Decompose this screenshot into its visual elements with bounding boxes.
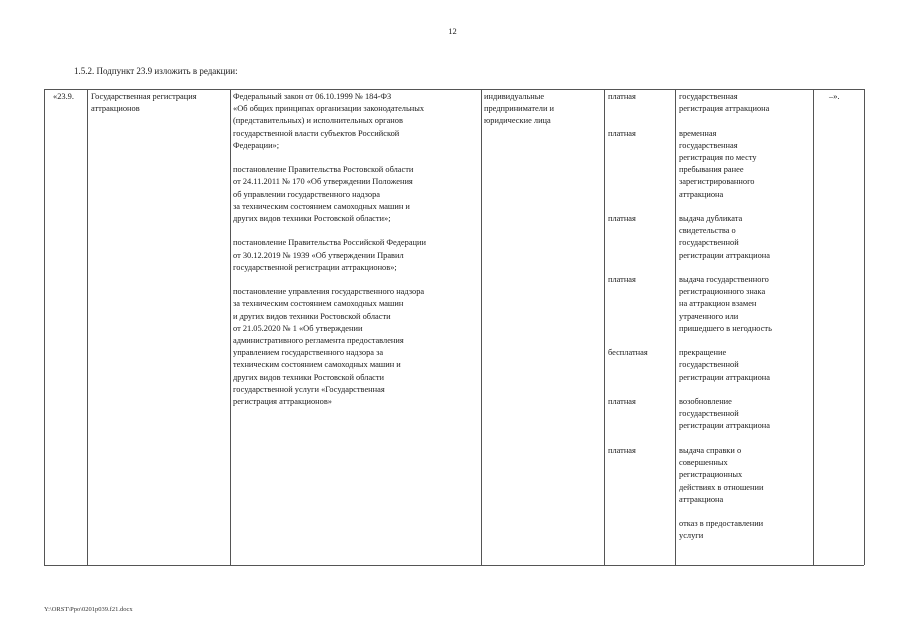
cell-item-number: «23.9. (53, 92, 74, 101)
column-divider (864, 89, 865, 565)
table-bottom-border (44, 565, 864, 566)
column-divider (481, 89, 482, 565)
cell-service-result: государственная регистрация аттракциона временная государственная регистрация по месту пребывания ранее зарегистрированного аттракциона выдача дубликата свидетельства о государственной регистрации аттракциона выдача государственного регистрационного знака на аттракцион взамен утраченного или пришедшего в негодность прекращение государственной регистрации аттракциона возобновление государственной регистрации аттракциона выдача справки о совершенных регистрационных действиях в отношении аттракциона отказ в предоставлении услуги (679, 92, 772, 541)
cell-legal-basis: Федеральный закон от 06.10.1999 № 184-ФЗ «Об общих принципах организации законодательных (представительных) и исполнительных органов государственной власти субъектов Российской Федерации»; постановление Правительства Ростовской области от 24.11.2011 № 170 «Об утверждении Положения об управлении государственного надзора за техническим состоянием самоходных машин и других видов техники Ростовской области»; постановление Правительства Российской Федерации от 30.12.2019 № 1939 «Об утверждении Правил государственной регистрации аттракционов»; постановление управления государственного надзора за техническим состоянием самоходных машин и других видов техники Ростовской области от 21.05.2020 № 1 «Об утверждении административного регламента предоставления управлением государственного надзора за техническим состоянием самоходных машин и других видов техники Ростовской области государственной услуги «Государственная регистрация аттракционов» (233, 92, 426, 407)
column-divider (230, 89, 231, 565)
cell-service-name: Государственная регистрация аттракционов (91, 92, 197, 114)
cell-closing-mark: –». (829, 92, 840, 101)
column-divider (675, 89, 676, 565)
column-divider (87, 89, 88, 565)
column-divider (44, 89, 45, 565)
table-top-border (44, 89, 864, 90)
column-divider (604, 89, 605, 565)
cell-applicants: индивидуальные предприниматели и юридические лица (484, 92, 555, 126)
page-number: 12 (448, 26, 457, 36)
column-divider (813, 89, 814, 565)
intro-paragraph: 1.5.2. Подпункт 23.9 изложить в редакции: (74, 66, 238, 76)
cell-payment-type: платная платная платная платная бесплатная платная платная (608, 92, 648, 455)
footer-file-path: Y:\ORST\Ppo\0201p039.f21.docx (44, 606, 133, 613)
